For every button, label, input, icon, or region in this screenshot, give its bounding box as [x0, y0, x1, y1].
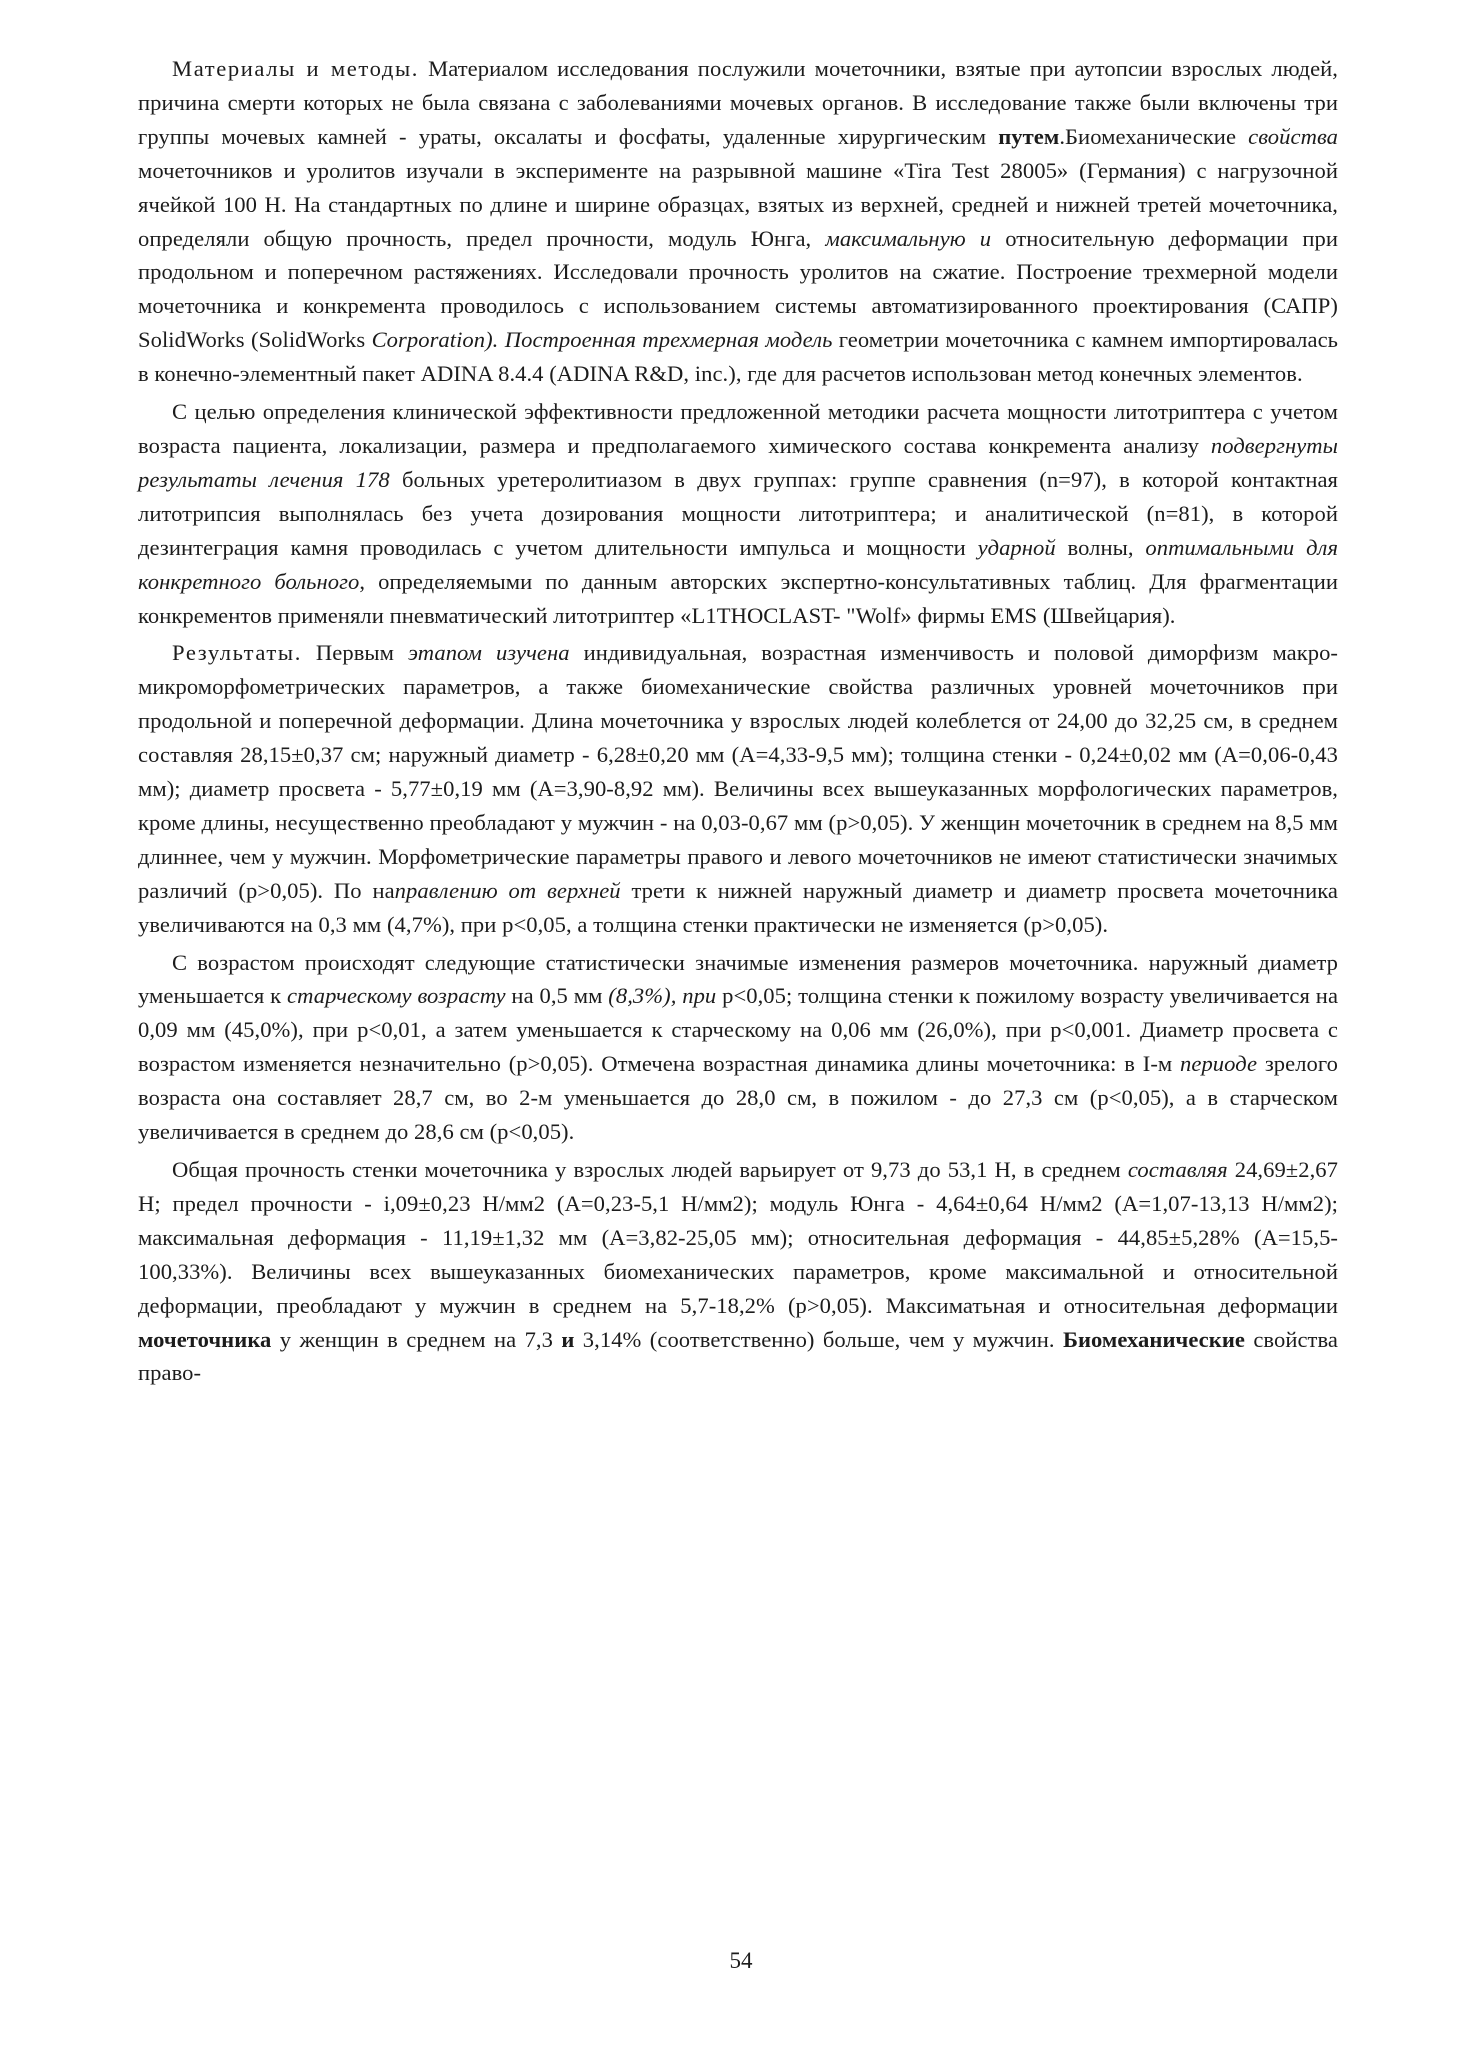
text-run: на 0,5 мм: [505, 983, 609, 1009]
paragraph-results: [138, 636, 1338, 941]
bold-run: путем: [998, 123, 1060, 149]
document-page: [138, 52, 1338, 1394]
text-run: геометрии мочеточника с камнем импортировалась в конечно-элементный пакет ADINA 8.4.4 (ADINA R&D, inc.), где для расчетов использован метод конечных элементов.: [138, 327, 1338, 387]
section-heading-materials-methods: Материалы и методы.: [172, 56, 419, 81]
text-run: С целью определения клинической эффективности предложенной методики расчета мощности литотриптера с учетом возраста пациента, локализации, размера и предполагаемого химического состава конкремента анализу: [138, 399, 1338, 458]
italic-run: оптимальными для конкретного больного: [138, 534, 1339, 594]
text-run: 24,69±2,67 Н; предел прочности - i,09±0,23 Н/мм2 (А=0,23-5,1 Н/мм2); модуль Юнга - 4,64±0,64 Н/мм2 (А=1,07-13,13 Н/мм2); максимальная деформация - 11,19±1,32 мм (А=3,82-25,05 мм); относительная деформация - 44,85±5,28% (А=15,5-100,33%). Величины всех вышеуказанных биомеханических параметров, кроме максимальной и относительной деформации, преобладают у мужчин в среднем на 5,7-18,2% (р>0,05). Максиматьная и относительная деформации: [138, 1157, 1338, 1318]
italic-run: периоде: [1180, 1051, 1258, 1077]
italic-run: (8,3%), при: [608, 983, 717, 1009]
section-heading-results: Результаты.: [172, 640, 302, 666]
italic-run: Corporation). Построенная трехмерная модель: [371, 327, 833, 353]
text-run: у женщин в среднем на 7,3: [271, 1326, 562, 1352]
paragraph-wall-strength: [138, 1153, 1338, 1390]
page-number: 54: [729, 1948, 753, 1973]
italic-run: максимальную и: [825, 225, 992, 251]
italic-run: старческому возрасту: [287, 983, 506, 1009]
text-run: Материалом исследования послужили мочеточники, взятые при аутопсии взрослых людей, причина смерти которых не была связана с заболеваниями мочевых органов. В исследование также были включены три группы мочевых камней - ураты, оксалаты и фосфаты, удаленные хирургическим: [138, 56, 1338, 149]
text-run: зрелого возраста она составляет 28,7 см, во 2-м уменьшается до 28,0 см, в пожилом - до 27,3 см (р<0,05), а в старческом увеличивается в среднем до 28,6 см (р<0,05).: [138, 1051, 1338, 1145]
text-run: свойства право-: [138, 1326, 1338, 1386]
italic-run: свойства: [1248, 123, 1338, 149]
italic-run: правлению от верхней: [394, 877, 621, 903]
text-run: С возрастом происходят следующие статистически значимые изменения размеров мочеточника. наружный диаметр уменьшается к: [138, 949, 1338, 1009]
text-run: относительную деформации при продольном и поперечном растяжениях. Исследовали прочность уролитов на сжатие. Построение трехмерной модели мочеточника и конкремента проводилось с использованием системы автоматизированного проектирования (САПР) SolidWorks (SolidWorks: [138, 225, 1338, 353]
text-run: мочеточников и уролитов изучали в эксперименте на разрывной машине «Tira Test 28005» (Германия) с нагрузочной ячейкой 100 Н. На стандартных по длине и ширине образцах, взятых из верхней, средней и нижней третей мочеточника, определяли общую прочность, предел прочности, модуль Юнга,: [138, 157, 1338, 251]
bold-run: мочеточника: [138, 1326, 272, 1352]
text-run: .Биомеханические: [1059, 123, 1249, 149]
text-run: трети к нижней наружный диаметр и диаметр просвета мочеточника увеличиваются на 0,3 мм (4,7%), при р<0,05, а толщина стенки практически не изменяется (р>0,05).: [138, 877, 1338, 937]
paragraph-age-changes: [138, 946, 1338, 1149]
bold-run: и: [561, 1326, 575, 1352]
text-run: волны,: [1055, 534, 1146, 560]
text-run: индивидуальная, возрастная изменчивость и половой диморфизм макро-микроморфометрических параметров, а также биомеханические свойства различных уровней мочеточников при продольной и поперечной деформации. Длина мочеточника у взрослых людей колеблется от 24,00 до 32,25 см, в среднем составляя 28,15±0,37 см; наружный диаметр - 6,28±0,20 мм (А=4,33-9,5 мм); толщина стенки - 0,24±0,02 мм (А=0,06-0,43 мм); диаметр просвета - 5,77±0,19 мм (А=3,90-8,92 мм). Величины всех вышеуказанных морфологических параметров, кроме длины, несущественно преобладают у мужчин - на 0,03-0,67 мм (p>0,05). У женщин мочеточник в среднем на 8,5 мм длиннее, чем у мужчин. Морфометрические параметры правого и левого мочеточников не имеют статистически значимых различий (p>0,05). По на: [138, 640, 1339, 903]
italic-run: подвергнуты результаты лечения 178: [138, 432, 1338, 492]
paragraph-clinical-efficacy: [138, 395, 1338, 632]
text-run: р<0,05; толщина стенки к пожилому возрасту увеличивается на 0,09 мм (45,0%), при р<0,01, а затем уменьшается к старческому на 0,06 мм (26,0%), при р<0,001. Диаметр просвета с возрастом изменяется незначительно (р>0,05). Отмечена возрастная динамика длины мочеточника: в I-м: [138, 983, 1339, 1077]
text-run: , определяемыми по данным авторских экспертно-консультативных таблиц. Для фрагментации конкрементов применяли пневматический литотриптер «L1THOCLAST- "Wolf» фирмы EMS (Швейцария).: [138, 568, 1338, 628]
text-run: Общая прочность стенки мочеточника у взрослых людей варьирует от 9,73 до 53,1 Н, в среднем: [172, 1157, 1128, 1182]
italic-run: ударной: [977, 534, 1056, 560]
bold-run: Биомеханические: [1062, 1326, 1245, 1352]
italic-run: этапом изучена: [407, 640, 570, 666]
paragraph-materials-methods: [138, 52, 1338, 391]
text-run: Первым: [301, 640, 408, 666]
text-run: 3,14% (соответственно) больше, чем у мужчин.: [574, 1326, 1063, 1352]
italic-run: составляя: [1127, 1157, 1228, 1182]
text-run: больных уретеролитиазом в двух группах: группе сравнения (n=97), в которой контактная литотрипсия выполнялась без учета дозирования мощности литотриптера; и аналитической (n=81), в которой дезинтеграция камня проводилась с учетом длительности импульса и мощности: [138, 466, 1339, 560]
